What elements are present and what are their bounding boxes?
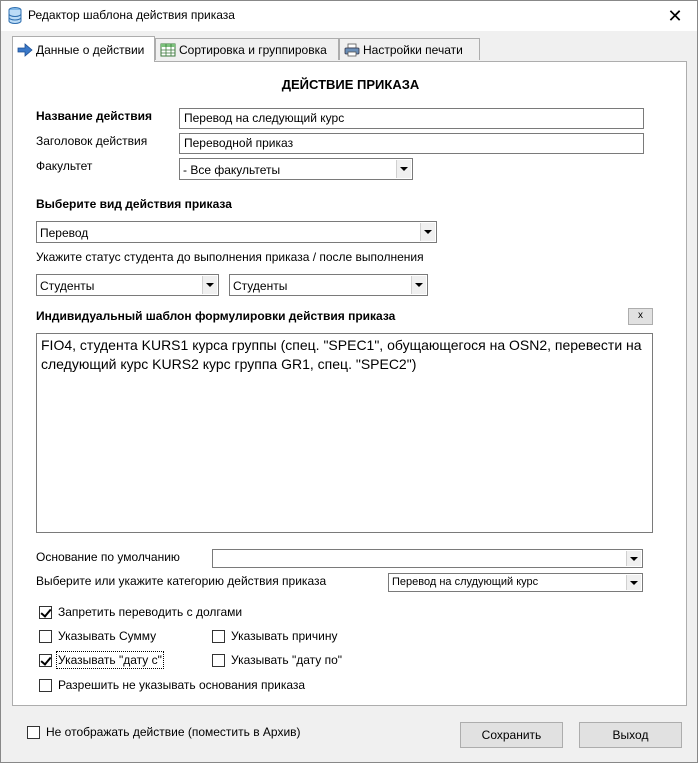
checkbox-label: Указывать Сумму <box>58 629 157 643</box>
checkbox-label: Указывать "дату по" <box>231 653 343 667</box>
status-after-select[interactable] <box>229 274 428 296</box>
allow-no-basis-checkbox[interactable] <box>39 677 305 693</box>
tab-action-data[interactable] <box>12 36 155 62</box>
action-name-field[interactable]: Перевод на следующий курс <box>179 108 644 129</box>
checkbox-label: Разрешить не указывать основания приказа <box>58 678 306 692</box>
arrow-right-icon <box>17 43 33 57</box>
checkbox-box[interactable] <box>212 630 225 643</box>
tab-print-settings[interactable] <box>339 38 480 60</box>
action-name-label: Название действия <box>36 109 152 123</box>
tab-label: Сортировка и группировка <box>179 42 327 57</box>
checkbox-box[interactable] <box>212 654 225 667</box>
window-title: Редактор шаблона действия приказа <box>28 8 235 22</box>
checkbox-box[interactable] <box>27 726 40 739</box>
category-select[interactable] <box>388 573 643 592</box>
checkbox-label: Не отображать действие (поместить в Архив) <box>46 725 301 739</box>
category-value: Перевод на слудующий курс <box>392 576 539 588</box>
close-button[interactable] <box>653 1 697 31</box>
printer-icon <box>344 43 360 57</box>
tab-panel-action-data <box>12 61 687 706</box>
status-before-select[interactable] <box>36 274 219 296</box>
checkbox-label: Запретить переводить с долгами <box>58 605 243 619</box>
action-type-select[interactable] <box>36 221 437 243</box>
status-before-value: Студенты <box>40 279 95 293</box>
tab-label: Настройки печати <box>363 42 463 57</box>
specify-reason-checkbox[interactable] <box>212 628 337 644</box>
specify-sum-checkbox[interactable] <box>39 628 156 644</box>
save-button[interactable]: Сохранить <box>460 722 563 748</box>
chevron-down-icon[interactable] <box>626 575 641 590</box>
exit-button[interactable]: Выход <box>579 722 682 748</box>
checkbox-label: Указывать причину <box>231 629 338 643</box>
database-icon <box>8 7 22 24</box>
form-heading: ДЕЙСТВИЕ ПРИКАЗА <box>281 77 420 92</box>
category-label: Выберите или укажите категорию действия приказа <box>36 574 327 588</box>
table-icon <box>160 43 176 57</box>
faculty-label: Факультет <box>36 159 93 173</box>
action-type-value: Перевод <box>40 226 89 240</box>
checkbox-box[interactable] <box>39 630 52 643</box>
chevron-down-icon[interactable] <box>411 276 426 294</box>
status-after-value: Студенты <box>233 279 288 293</box>
specify-date-from-checkbox[interactable] <box>39 652 162 668</box>
basis-select[interactable] <box>212 549 643 568</box>
close-icon: ✕ <box>667 5 683 26</box>
specify-date-to-checkbox[interactable] <box>212 652 342 668</box>
action-type-label: Выберите вид действия приказа <box>36 197 232 211</box>
chevron-down-icon[interactable] <box>396 160 411 178</box>
chevron-down-icon[interactable] <box>626 551 641 566</box>
title-bar <box>1 1 697 31</box>
faculty-select[interactable] <box>179 158 413 180</box>
clear-template-button[interactable]: x <box>628 308 653 325</box>
action-title-field[interactable]: Переводной приказ <box>179 133 644 154</box>
action-title-label: Заголовок действия <box>36 134 148 148</box>
chevron-down-icon[interactable] <box>420 223 435 241</box>
tab-sorting-grouping[interactable] <box>155 38 339 60</box>
template-textarea[interactable]: FIO4, студента KURS1 курса группы (спец. "SPEC1", обущающегося на OSN2, перевести на следующий курс KURS2 курс группа GR1, спец. "SPEC2") <box>36 333 653 533</box>
chevron-down-icon[interactable] <box>202 276 217 294</box>
faculty-value: - Все факультеты <box>183 163 281 177</box>
status-label: Укажите статус студента до выполнения приказа / после выполнения <box>36 250 424 264</box>
checkbox-box[interactable] <box>39 606 52 619</box>
checkbox-box[interactable] <box>39 679 52 692</box>
checkbox-box[interactable] <box>39 654 52 667</box>
basis-label: Основание по умолчанию <box>36 550 180 564</box>
archive-checkbox[interactable] <box>27 724 301 740</box>
forbid-debts-checkbox[interactable] <box>39 604 242 620</box>
checkbox-label: Указывать "дату с" <box>58 653 162 667</box>
template-label: Индивидуальный шаблон формулировки действия приказа <box>36 309 396 323</box>
tab-label: Данные о действии <box>36 42 145 57</box>
